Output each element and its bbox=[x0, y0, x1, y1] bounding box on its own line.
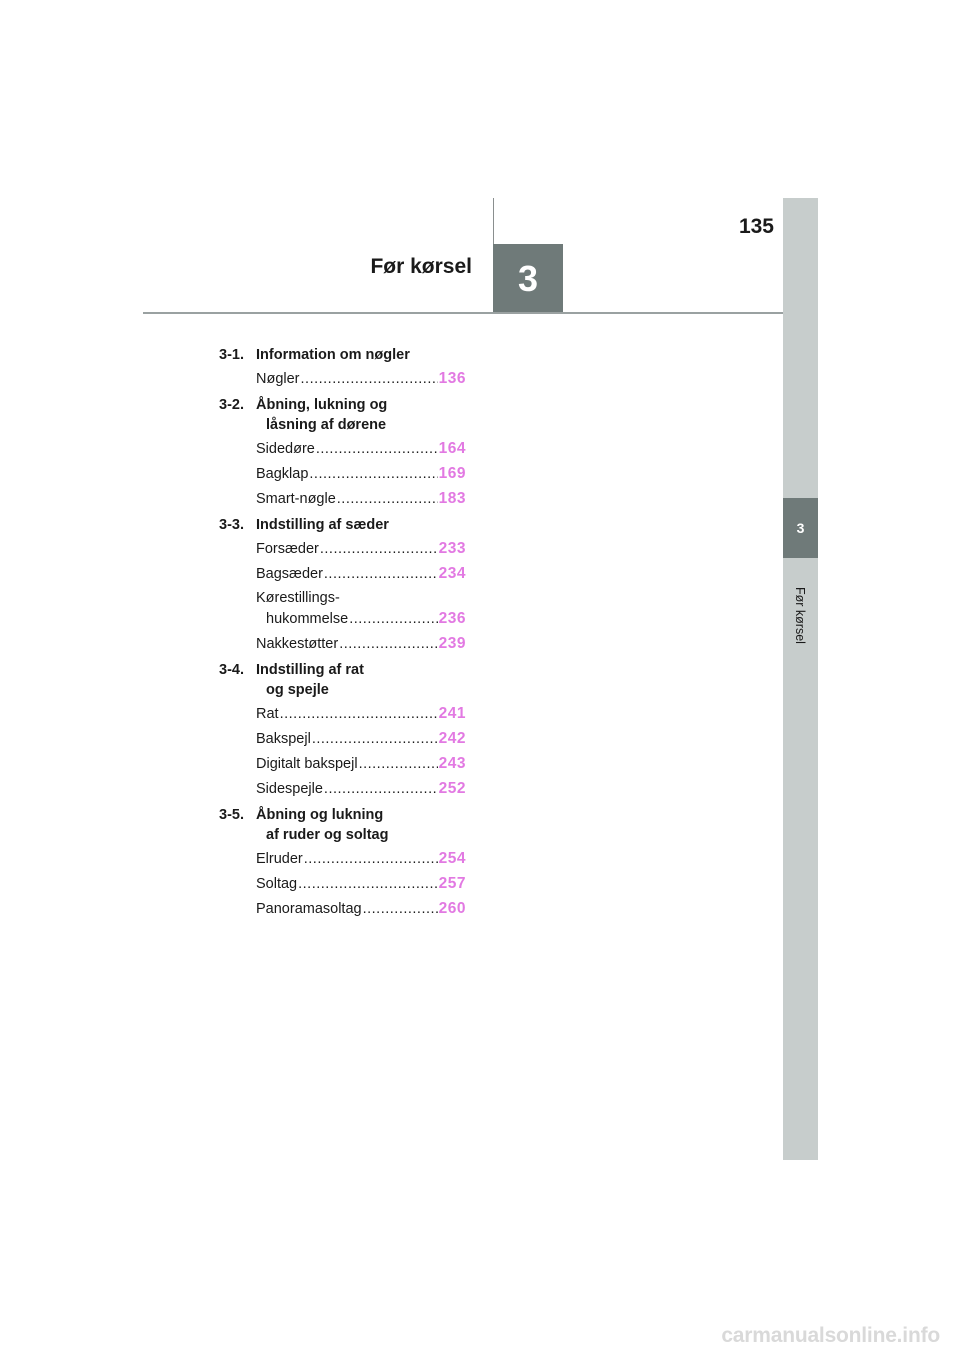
toc-leader-dots bbox=[337, 491, 438, 507]
toc-section-number: 3-5. bbox=[219, 807, 244, 823]
toc-section-title: Åbning, lukning og bbox=[256, 397, 388, 413]
toc-entry[interactable] bbox=[256, 705, 466, 725]
toc-entry[interactable] bbox=[256, 875, 466, 895]
toc-page-link[interactable]: 239 bbox=[438, 635, 466, 652]
toc-section-title: Information om nøgler bbox=[256, 347, 410, 363]
toc-entry-label: Soltag bbox=[256, 876, 298, 892]
toc-page-link[interactable]: 260 bbox=[438, 900, 466, 917]
toc-entry[interactable] bbox=[256, 850, 466, 870]
toc-page-link[interactable]: 236 bbox=[438, 610, 466, 627]
toc-section-title: Indstilling af sæder bbox=[256, 517, 389, 533]
toc-page-link[interactable]: 243 bbox=[438, 755, 466, 772]
toc-leader-dots bbox=[359, 756, 438, 772]
page-number: 135 bbox=[738, 215, 774, 238]
toc-entry[interactable] bbox=[256, 565, 466, 585]
toc-section-number: 3-3. bbox=[219, 517, 244, 533]
toc-entry-label: Smart-nøgle bbox=[256, 491, 336, 507]
side-chapter-label: Før kørsel bbox=[793, 587, 807, 644]
toc-section-number: 3-2. bbox=[219, 397, 244, 413]
toc-page-link[interactable]: 252 bbox=[438, 780, 466, 797]
toc-leader-dots bbox=[324, 566, 438, 582]
toc-page-link[interactable]: 169 bbox=[438, 465, 466, 482]
toc-page-link[interactable]: 257 bbox=[438, 875, 466, 892]
toc-page-link[interactable]: 242 bbox=[438, 730, 466, 747]
toc-section-title-continued: og spejle bbox=[266, 682, 329, 698]
toc-page-link[interactable]: 164 bbox=[438, 440, 466, 457]
toc-entry-label-continued: hukommelse bbox=[266, 611, 349, 627]
toc-page-link[interactable]: 254 bbox=[438, 850, 466, 867]
watermark: carmanualsonline.info bbox=[721, 1324, 940, 1347]
toc-leader-dots bbox=[363, 901, 438, 917]
toc-page-link[interactable]: 233 bbox=[438, 540, 466, 557]
toc-entry-label: Kørestillings- bbox=[256, 590, 340, 606]
toc-page-link[interactable]: 241 bbox=[438, 705, 466, 722]
toc-leader-dots bbox=[324, 781, 438, 797]
toc-leader-dots bbox=[320, 541, 438, 557]
toc-entry-label: Bagklap bbox=[256, 466, 309, 482]
toc-leader-dots bbox=[280, 706, 438, 722]
toc-entry-label: Bakspejl bbox=[256, 731, 311, 747]
toc-page-link[interactable]: 136 bbox=[438, 370, 466, 387]
toc-entry[interactable] bbox=[256, 900, 466, 920]
toc-entry[interactable] bbox=[256, 730, 466, 750]
toc-leader-dots bbox=[298, 876, 438, 892]
toc-entry-label: Digitalt bakspejl bbox=[256, 756, 358, 772]
header-vertical-divider bbox=[493, 198, 494, 244]
toc-entry-label: Rat bbox=[256, 706, 279, 722]
side-chapter-tab[interactable]: 3 bbox=[783, 498, 818, 558]
toc-leader-dots bbox=[301, 371, 438, 387]
chapter-title: Før kørsel bbox=[370, 255, 472, 278]
toc-entry-label: Sidedøre bbox=[256, 441, 315, 457]
toc-entry[interactable] bbox=[256, 540, 466, 560]
toc-section-title: Indstilling af rat bbox=[256, 662, 364, 678]
toc-entry-label: Panoramasoltag bbox=[256, 901, 362, 917]
toc-entry-label: Elruder bbox=[256, 851, 303, 867]
toc-leader-dots bbox=[349, 611, 437, 627]
toc-entry[interactable] bbox=[256, 370, 466, 390]
toc-leader-dots bbox=[309, 466, 437, 482]
toc-entry[interactable] bbox=[266, 610, 466, 630]
toc-entry-label: Forsæder bbox=[256, 541, 319, 557]
toc-entry[interactable] bbox=[256, 755, 466, 775]
toc-entry[interactable] bbox=[256, 490, 466, 510]
toc-leader-dots bbox=[312, 731, 438, 747]
toc-entry[interactable] bbox=[256, 635, 466, 655]
toc-entry[interactable] bbox=[256, 465, 466, 485]
side-chapter-strip bbox=[783, 198, 818, 1160]
toc-page-link[interactable]: 234 bbox=[438, 565, 466, 582]
toc-section-title-continued: af ruder og soltag bbox=[266, 827, 389, 843]
toc-entry-label: Nøgler bbox=[256, 371, 300, 387]
chapter-number-badge: 3 bbox=[493, 244, 563, 314]
toc-entry-label: Sidespejle bbox=[256, 781, 323, 797]
toc-page-link[interactable]: 183 bbox=[438, 490, 466, 507]
header-horizontal-divider bbox=[143, 312, 783, 314]
toc-leader-dots bbox=[304, 851, 438, 867]
toc-leader-dots bbox=[316, 441, 438, 457]
toc-section-title: Åbning og lukning bbox=[256, 807, 384, 823]
toc-entry-label: Nakkestøtter bbox=[256, 636, 339, 652]
toc-section-title-continued: låsning af dørene bbox=[266, 417, 387, 433]
toc-leader-dots bbox=[339, 636, 437, 652]
toc-entry-label: Bagsæder bbox=[256, 566, 323, 582]
toc-section-number: 3-1. bbox=[219, 347, 244, 363]
toc-section-number: 3-4. bbox=[219, 662, 244, 678]
toc-entry[interactable] bbox=[256, 440, 466, 460]
toc-entry[interactable] bbox=[256, 780, 466, 800]
